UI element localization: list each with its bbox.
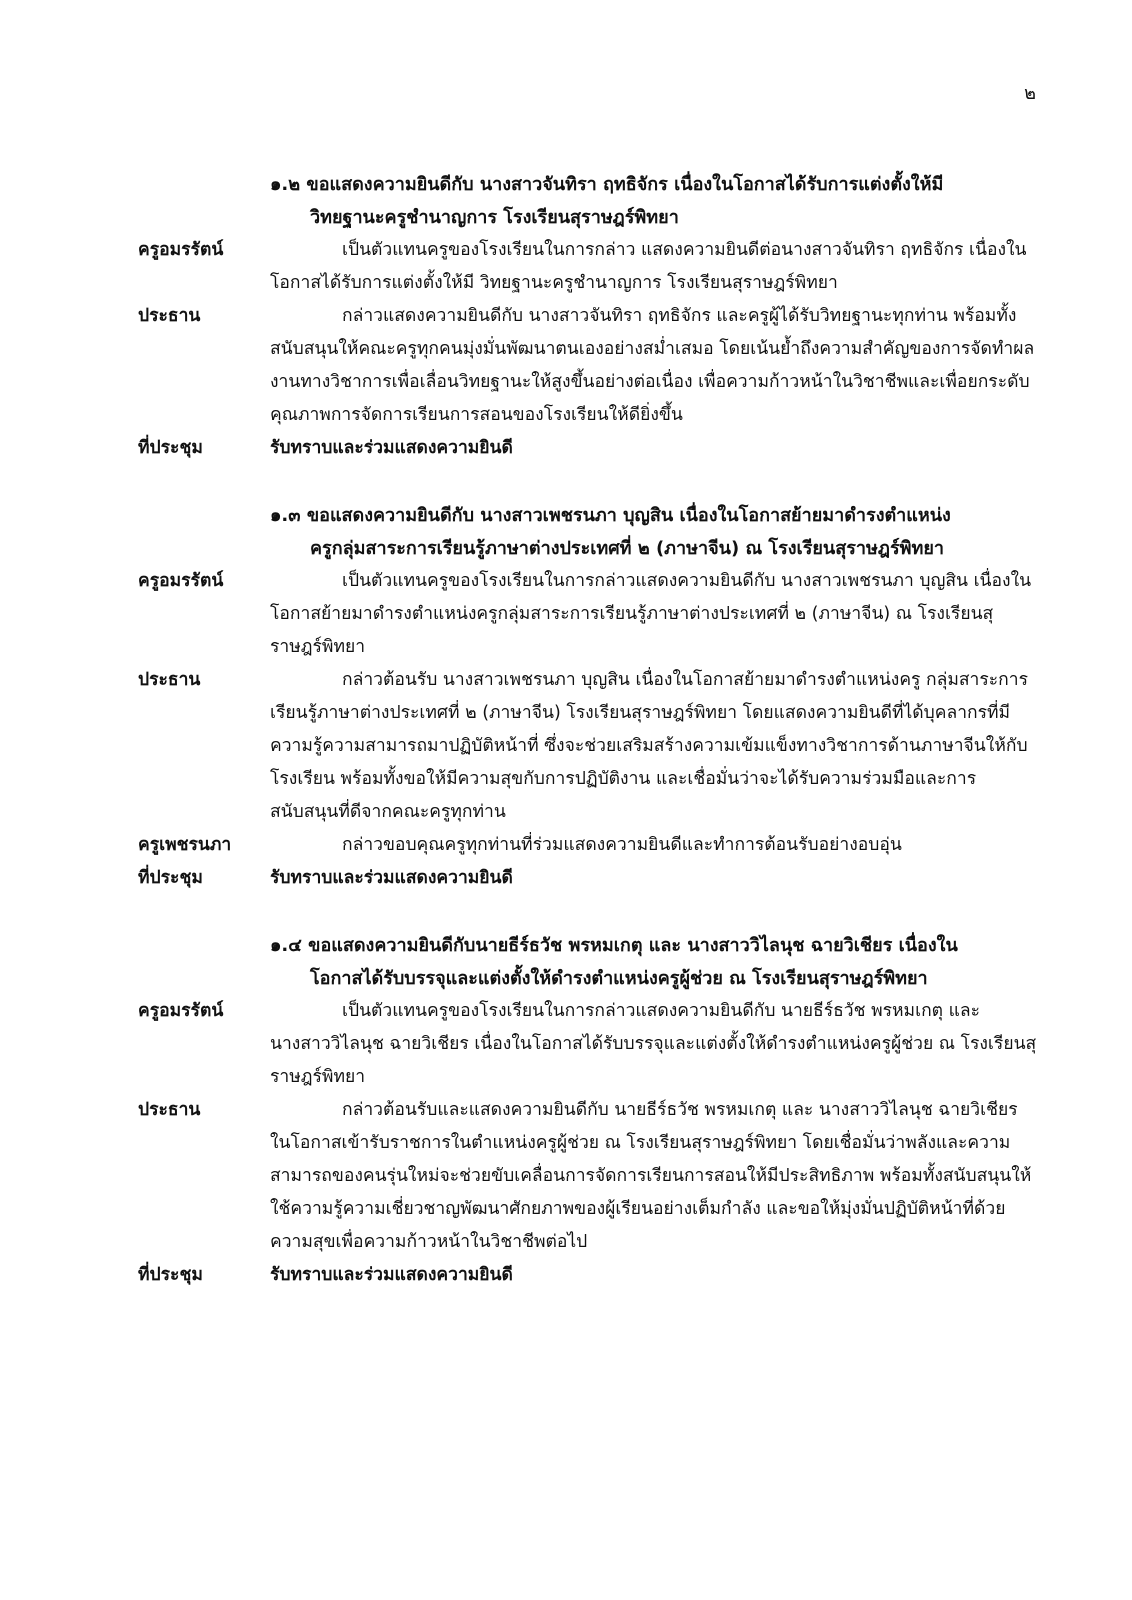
section-1-2 (138, 168, 1038, 465)
minutes-row (138, 432, 1038, 465)
speaker-label: ครูอมรรัตน์ (138, 571, 224, 591)
minutes-row (138, 829, 1038, 862)
speaker-label: ประธาน (138, 1100, 201, 1120)
speaker-label: ประธาน (138, 670, 201, 690)
speaker-label: ครูอมรรัตน์ (138, 240, 224, 260)
minutes-row (138, 565, 1038, 664)
section-1-4 (138, 929, 1038, 1292)
minutes-text: กล่าวต้อนรับ นางสาวเพชรนภา บุญสิน เนื่องในโอกาสย้ายมาดำรงตำแหน่งครู กลุ่มสาระการเรียนรู้ภาษาต่างประเทศที่ ๒ (ภาษาจีน) โรงเรียนสุราษฎร์พิทยา โดยแสดงความยินดีที่ได้บุคลากรที่มีความรู้ความสามารถมาปฏิบัติหน้าที่ ซึ่งจะช่วยเสริมสร้างความเข้มแข็งทางวิชาการด้านภาษาจีนให้กับโรงเรียน พร้อมทั้งขอให้มีความสุขกับการปฏิบัติงาน และเชื่อมั่นว่าจะได้รับความร่วมมือและการสนับสนุนที่ดีจากคณะครูทุกท่าน (270, 670, 1028, 822)
section-title-line2: ครูกลุ่มสาระการเรียนรู้ภาษาต่างประเทศที่ ๒ (ภาษาจีน) ณ โรงเรียนสุราษฎร์พิทยา (310, 538, 944, 559)
minutes-text: กล่าวต้อนรับและแสดงความยินดีกับ นายธีร์ธวัช พรหมเกตุ และ นางสาววิไลนุช ฉายวิเชียร ในโอกาสเข้ารับราชการในตำแหน่งครูผู้ช่วย ณ โรงเรียนสุราษฎร์พิทยา โดยเชื่อมั่นว่าพลังและความสามารถของคนรุ่นใหม่จะช่วยขับเคลื่อนการจัดการเรียนการสอนให้มีประสิทธิภาพ พร้อมทั้งสนับสนุนให้ใช้ความรู้ความเชี่ยวชาญพัฒนาศักยภาพของผู้เรียนอย่างเต็มกำลัง และขอให้มุ่งมั่นปฏิบัติหน้าที่ด้วยความสุขเพื่อความก้าวหน้าในวิชาชีพต่อไป (270, 1100, 1032, 1252)
minutes-text: เป็นตัวแทนครูของโรงเรียนในการกล่าว แสดงความยินดีต่อนางสาวจันทิรา ฤทธิจักร เนื่องในโอกาสได้รับการแต่งตั้งให้มี วิทยฐานะครูชำนาญการ โรงเรียนสุราษฎร์พิทยา (270, 240, 1027, 293)
section-title (138, 929, 1038, 995)
section-title-line1: ๑.๓ ขอแสดงความยินดีกับ นางสาวเพชรนภา บุญสิน เนื่องในโอกาสย้ายมาดำรงตำแหน่ง (270, 505, 951, 526)
minutes-row (138, 300, 1038, 432)
speaker-label: ครูอมรรัตน์ (138, 1001, 224, 1021)
minutes-text: กล่าวขอบคุณครูทุกท่านที่ร่วมแสดงความยินดีและทำการต้อนรับอย่างอบอุ่น (342, 835, 902, 855)
speaker-label: ประธาน (138, 306, 201, 326)
speaker-label: ที่ประชุม (138, 438, 203, 458)
minutes-row (138, 862, 1038, 895)
minutes-row (138, 664, 1038, 829)
minutes-row (138, 1094, 1038, 1259)
section-title-line2: โอกาสได้รับบรรจุและแต่งตั้งให้ดำรงตำแหน่งครูผู้ช่วย ณ โรงเรียนสุราษฎร์พิทยา (310, 968, 928, 989)
page-number: ๒ (1024, 83, 1036, 104)
resolution-text: รับทราบและร่วมแสดงความยินดี (270, 1265, 513, 1285)
section-title (138, 168, 1038, 234)
minutes-row (138, 1259, 1038, 1292)
speaker-label: ที่ประชุม (138, 868, 203, 888)
document-body (138, 168, 1038, 1326)
resolution-text: รับทราบและร่วมแสดงความยินดี (270, 868, 513, 888)
minutes-text: กล่าวแสดงความยินดีกับ นางสาวจันทิรา ฤทธิจักร และครูผู้ได้รับวิทยฐานะทุกท่าน พร้อมทั้งสนับสนุนให้คณะครูทุกคนมุ่งมั่นพัฒนาตนเองอย่างสม่ำเสมอ โดยเน้นย้ำถึงความสำคัญของการจัดทำผลงานทางวิชาการเพื่อเลื่อนวิทยฐานะให้สูงขึ้นอย่างต่อเนื่อง เพื่อความก้าวหน้าในวิชาชีพและเพื่อยกระดับคุณภาพการจัดการเรียนการสอนของโรงเรียนให้ดียิ่งขึ้น (270, 306, 1035, 425)
section-1-3 (138, 499, 1038, 895)
section-title-line1: ๑.๔ ขอแสดงความยินดีกับนายธีร์ธวัช พรหมเกตุ และ นางสาววิไลนุช ฉายวิเชียร เนื่องใน (270, 935, 958, 956)
minutes-text: เป็นตัวแทนครูของโรงเรียนในการกล่าวแสดงความยินดีกับ นางสาวเพชรนภา บุญสิน เนื่องในโอกาสย้ายมาดำรงตำแหน่งครูกลุ่มสาระการเรียนรู้ภาษาต่างประเทศที่ ๒ (ภาษาจีน) ณ โรงเรียนสุราษฎร์พิทยา (270, 571, 1032, 657)
section-title (138, 499, 1038, 565)
minutes-text: เป็นตัวแทนครูของโรงเรียนในการกล่าวแสดงความยินดีกับ นายธีร์ธวัช พรหมเกตุ และ นางสาววิไลนุช ฉายวิเชียร เนื่องในโอกาสได้รับบรรจุและแต่งตั้งให้ดำรงตำแหน่งครูผู้ช่วย ณ โรงเรียนสุราษฎร์พิทยา (270, 1001, 1037, 1087)
minutes-row (138, 234, 1038, 300)
speaker-label: ที่ประชุม (138, 1265, 203, 1285)
resolution-text: รับทราบและร่วมแสดงความยินดี (270, 438, 513, 458)
section-title-line1: ๑.๒ ขอแสดงความยินดีกับ นางสาวจันทิรา ฤทธิจักร เนื่องในโอกาสได้รับการแต่งตั้งให้มี (270, 174, 944, 195)
section-title-line2: วิทยฐานะครูชำนาญการ โรงเรียนสุราษฎร์พิทยา (310, 207, 679, 228)
speaker-label: ครูเพชรนภา (138, 835, 232, 855)
minutes-row (138, 995, 1038, 1094)
